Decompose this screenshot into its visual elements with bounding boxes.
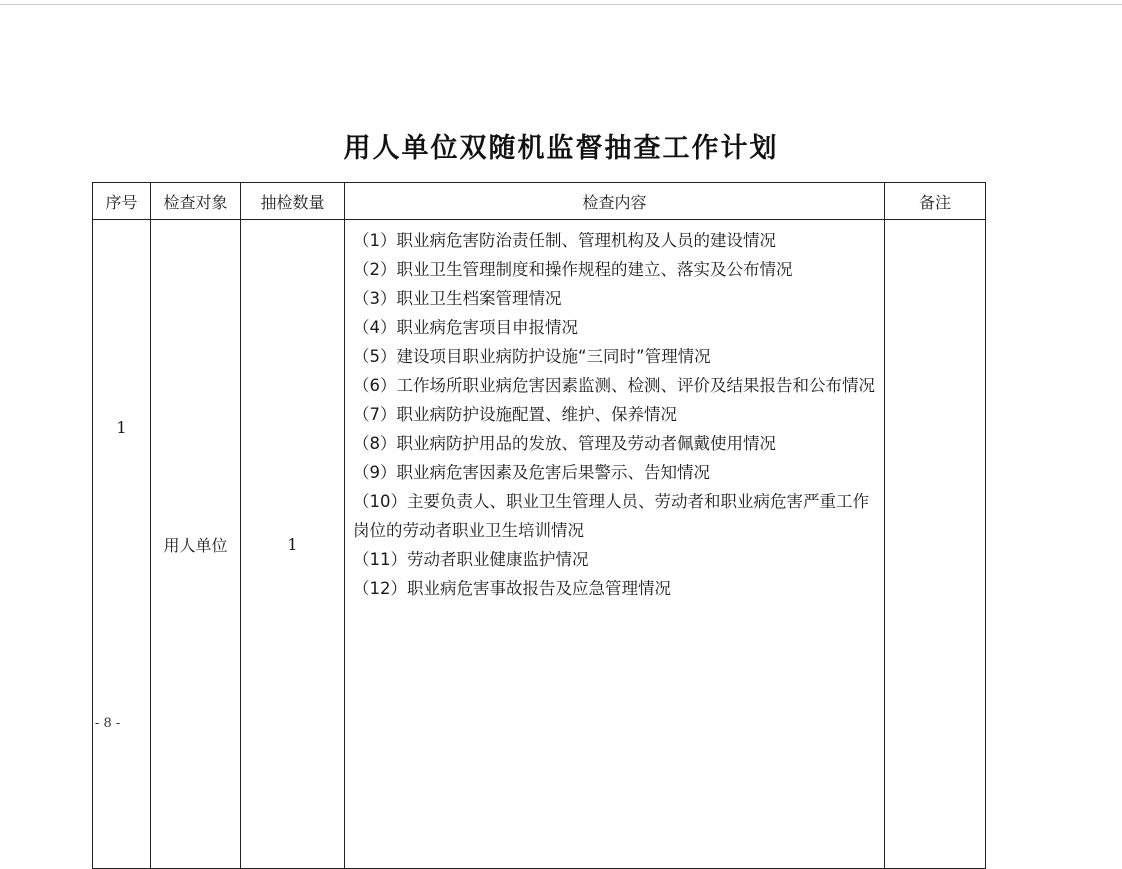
content-list	[353, 226, 878, 603]
content-item: （9）职业病危害因素及危害后果警示、告知情况	[353, 463, 710, 482]
cell-remark	[885, 220, 986, 869]
content-item: （3）职业卫生档案管理情况	[353, 289, 562, 308]
table-header-row	[93, 183, 986, 220]
content-item: （10）主要负责人、职业卫生管理人员、劳动者和职业病危害严重工作岗位的劳动者职业卫生培训情况	[353, 492, 869, 540]
inspection-plan-table	[92, 182, 986, 869]
content-item: （2）职业卫生管理制度和操作规程的建立、落实及公布情况	[353, 260, 793, 279]
cell-seq: 1	[93, 220, 151, 869]
document-title: 用人单位双随机监督抽查工作计划	[343, 133, 779, 165]
content-item: （6）工作场所职业病危害因素监测、检测、评价及结果报告和公布情况	[353, 376, 875, 395]
content-item: （7）职业病防护设施配置、维护、保养情况	[353, 405, 677, 424]
content-item: （12）职业病危害事故报告及应急管理情况	[353, 579, 671, 598]
page-number: - 8 -	[95, 716, 121, 731]
content-item: （11）劳动者职业健康监护情况	[353, 550, 589, 569]
header-quantity: 抽检数量	[241, 183, 345, 220]
cell-quantity: 1	[241, 220, 345, 869]
cell-content	[345, 220, 885, 869]
top-scan-rule	[0, 4, 1122, 5]
content-item: （4）职业病危害项目申报情况	[353, 318, 578, 337]
content-item: （8）职业病防护用品的发放、管理及劳动者佩戴使用情况	[353, 434, 776, 453]
header-remark: 备注	[885, 183, 986, 220]
content-item: （5）建设项目职业病防护设施“三同时”管理情况	[353, 347, 711, 366]
header-object: 检查对象	[151, 183, 241, 220]
header-content: 检查内容	[345, 183, 885, 220]
cell-object: 用人单位	[151, 220, 241, 869]
header-seq: 序号	[93, 183, 151, 220]
table-row	[93, 220, 986, 869]
content-item: （1）职业病危害防治责任制、管理机构及人员的建设情况	[353, 231, 776, 250]
